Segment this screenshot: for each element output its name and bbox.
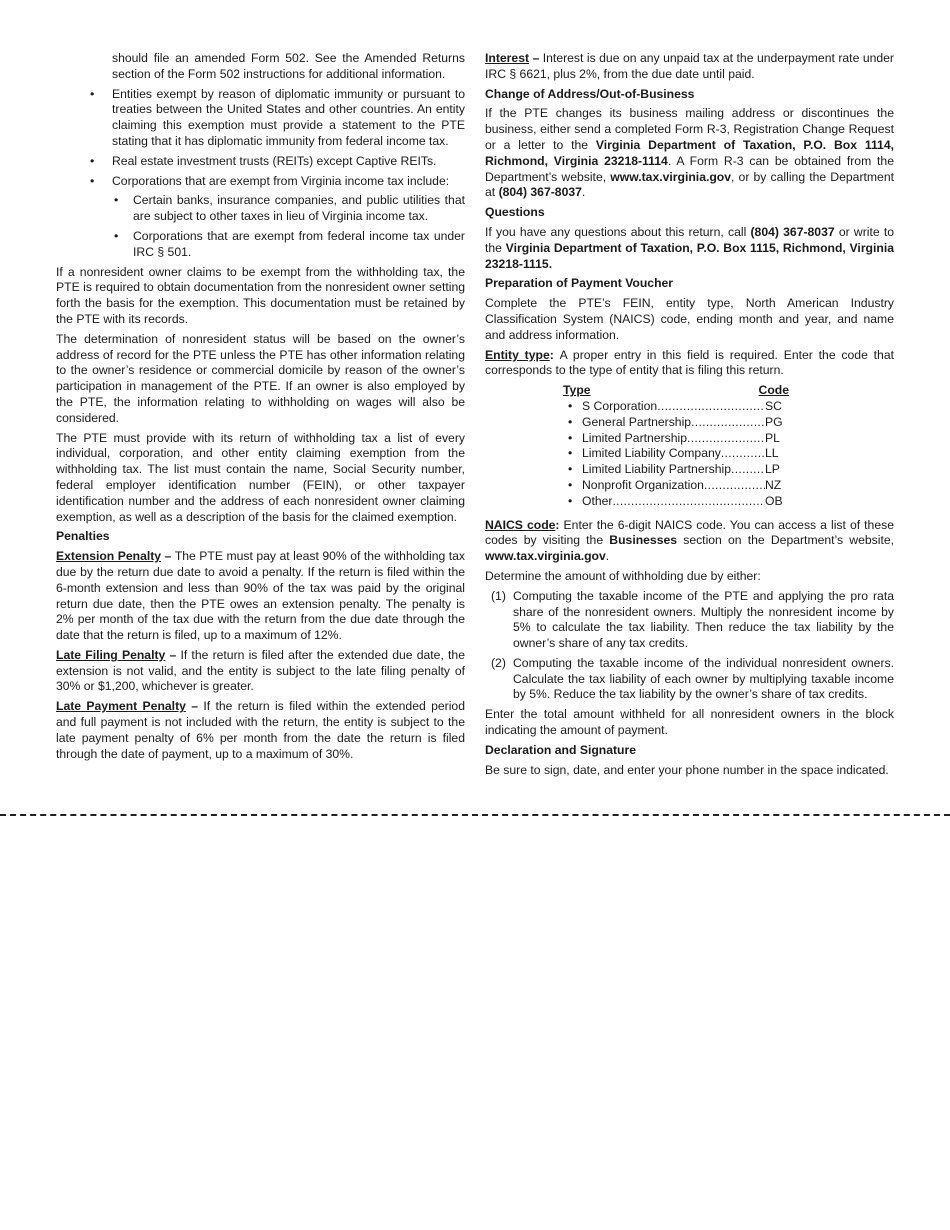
text: If you have any questions about this return, call [485,224,751,239]
list-item [485,656,894,703]
dash: – [161,549,175,564]
entity-type-name: • Other [582,493,613,508]
late-payment-penalty-text: If the return is filed within the extended period and full payment is not included with the return, the entity is subject to the late payment penalty of 6% per month from the date the return is filed through the date of payment, up to a maximum of 30%. [56,699,465,761]
enter-total-paragraph: Enter the total amount withheld for all nonresident owners in the block indicating the amount of payment. [485,707,894,738]
text: If the PTE changes its business mailing address or discontinues the business, either send a completed Form R-3, Registration Change Request or a letter to the [485,106,894,152]
exemption-list-paragraph: The PTE must provide with its return of withholding tax a list of every individual, corporation, and other entity claiming exemption from the withholding tax. The list must contain the name, Social Security number, federal employer identification number (FEIN), or other taxpayer identification number and the address of each nonresident owner claiming exemption, as well as a description of the basis for the claimed exemption. [56,430,465,524]
businesses-section: Businesses [609,533,678,548]
item-text: Computing the taxable income of the individual nonresident owners. Calculate the tax liability of each owner by multiplying taxable income by 5%. Reduce the tax liability by the owner’s share of tax credits. [513,655,894,702]
table-row [563,478,789,494]
phone-number: (804) 367-8037 [750,224,835,239]
amended-returns-note: should file an amended Form 502. See the Amended Returns section of the Form 502 instructions for additional information. [112,51,465,81]
interest-paragraph [485,51,894,83]
extension-penalty-paragraph [56,549,465,644]
entity-type-name: • General Partnership [582,414,692,429]
dot-leader [704,478,765,494]
questions-heading: Questions [485,205,545,220]
list-item [56,174,465,261]
entity-type-code: SC [765,398,782,413]
dot-leader [721,446,765,462]
separator: : [549,347,560,362]
right-column [485,51,894,782]
penalties-heading: Penalties [56,529,110,544]
entity-type-paragraph [485,348,894,380]
entity-type-code: NZ [765,477,782,492]
table-row [563,431,789,447]
payment-voucher-paragraph: Complete the PTE’s FEIN, entity type, North American Industry Classification System (NAICS) code, ending month and year, and name and address information. [485,296,894,342]
sub-list-item: • Corporations that are exempt from federal income tax under IRC § 501. [112,229,465,261]
item-text: Computing the taxable income of the PTE and applying the pro rata share of the nonresident owners. Multiply the nonresident income by 5% to calculate the tax liability. Then reduce the tax liability by the owner’s share of any tax credits. [513,588,894,651]
exempt-entities-list [56,87,465,261]
late-filing-penalty-title: Late Filing Penalty [56,647,166,662]
extension-penalty-title: Extension Penalty [56,549,162,564]
entity-type-table [563,383,789,509]
type-column-header: Type [563,383,591,398]
list-item [485,589,894,652]
dot-leader [731,462,765,478]
website-link[interactable]: www.tax.virginia.gov [485,549,606,564]
website-link[interactable]: www.tax.virginia.gov [610,169,732,184]
interest-title: Interest [485,51,530,65]
nonresident-status-paragraph: The determination of nonresident status will be based on the owner’s address of record for the PTE unless the PTE has other information relating to the owner’s residence or commercial domicile by reason of the owner’s participation in management of the PTE. If an owner is also employed by the PTE, the information relating to withholding on wages will also be considered. [56,331,465,425]
table-row [563,399,789,415]
exempt-corporations-sublist [112,193,465,260]
voucher-cut-line [0,814,950,816]
dot-leader [691,415,765,431]
sub-list-item: • Certain banks, insurance companies, and public utilities that are subject to other taxes in lieu of Virginia income tax. [112,193,465,225]
left-column [56,51,465,766]
entity-type-code: PL [765,430,780,445]
phone-number: (804) 367-8037 [498,185,582,200]
declaration-heading: Declaration and Signature [485,742,637,757]
table-row [563,494,789,510]
entity-type-title: Entity type [485,347,550,362]
entity-type-name: • Limited Partnership [582,430,687,445]
dash: – [185,699,204,714]
dot-leader [657,399,765,415]
dot-leader [687,431,765,447]
naics-code-paragraph [485,518,894,565]
extension-penalty-text: The PTE must pay at least 90% of the withholding tax due by the return due date to avoid a penalty. If the return is filed within the 6-month extension and less than 90% of the tax was paid by the original return due date, then the PTE owes an extension penalty. The penalty is 2% per month of the tax due with the return from the due date through the date that the return is filed, up to a maximum of 12%. [56,549,465,643]
text: or write to the [485,224,894,255]
exemption-documentation-paragraph: If a nonresident owner claims to be exempt from the withholding tax, the PTE is required to obtain documentation from the nonresident owner setting forth the basis for the exemption. This documentation must be retained by the PTE with its records. [56,264,465,326]
entity-type-name: • Nonprofit Organization [582,477,704,492]
code-column-header: Code [758,383,789,398]
list-item-text: Corporations that are exempt from Virginia income tax include: [112,173,450,188]
list-item: • Entities exempt by reason of diplomatic immunity or pursuant to treaties between the United States and other countries. An entity claiming this exemption must provide a statement to the PTE stating that it has diplomatic immunity from federal income tax. [56,87,465,150]
entity-type-code: LP [765,462,780,477]
item-number: (2) [491,655,506,670]
entity-type-code: PG [765,414,783,429]
late-filing-penalty-text: If the return is filed after the extended due date, the extension is not valid, and the entity is subject to the late filing penalty of 30% or $1,200, whichever is greater. [56,647,465,694]
change-of-address-paragraph [485,106,894,201]
mailing-address: Virginia Department of Taxation, P.O. Box 1115, Richmond, Virginia 23218-1115. [485,240,894,271]
naics-code-title: NAICS code [485,517,556,532]
withholding-methods-list [485,589,894,704]
item-number: (1) [491,588,506,603]
payment-voucher-heading: Preparation of Payment Voucher [485,276,674,291]
entity-type-name: • Limited Liability Partnership [582,462,732,477]
late-payment-penalty-paragraph [56,699,465,762]
table-row [563,462,789,478]
list-item: • Real estate investment trusts (REITs) except Captive REITs. [56,154,465,170]
text: . [605,549,610,564]
text: , or by calling the Department at [485,169,894,200]
entity-type-name: • S Corporation [582,398,658,413]
text: . A Form R-3 can be obtained from the Department’s website, [485,153,894,184]
dot-leader [612,494,765,510]
change-of-address-heading: Change of Address/Out-of-Business [485,86,695,101]
entity-type-text: A proper entry in this field is required. Enter the code that corresponds to the type of entity that is filing this return. [485,347,894,378]
determine-withholding-paragraph: Determine the amount of withholding due by either: [485,568,761,583]
dash: – [529,51,543,65]
text: section on the Department’s website, [677,533,894,548]
questions-paragraph [485,225,894,272]
table-row [563,415,789,431]
entity-type-table-header [563,383,789,399]
separator: : [555,517,564,532]
late-filing-penalty-paragraph [56,648,465,695]
late-payment-penalty-title: Late Payment Penalty [56,699,186,714]
entity-type-name: • Limited Liability Company [582,446,721,461]
dash: – [165,647,181,662]
entity-type-code: OB [765,493,783,508]
text: . [581,185,586,200]
interest-text: Interest is due on any unpaid tax at the underpayment rate under IRC § 6621, plus 2%, from the due date until paid. [485,51,894,81]
mailing-address: Virginia Department of Taxation, P.O. Box 1114, Richmond, Virginia 23218-1114 [485,137,894,168]
declaration-paragraph: Be sure to sign, date, and enter your phone number in the space indicated. [485,762,889,777]
text: Enter the 6-digit NAICS code. You can access a list of these codes by visiting the [485,517,894,548]
table-row [563,446,789,462]
entity-type-code: LL [765,446,779,461]
